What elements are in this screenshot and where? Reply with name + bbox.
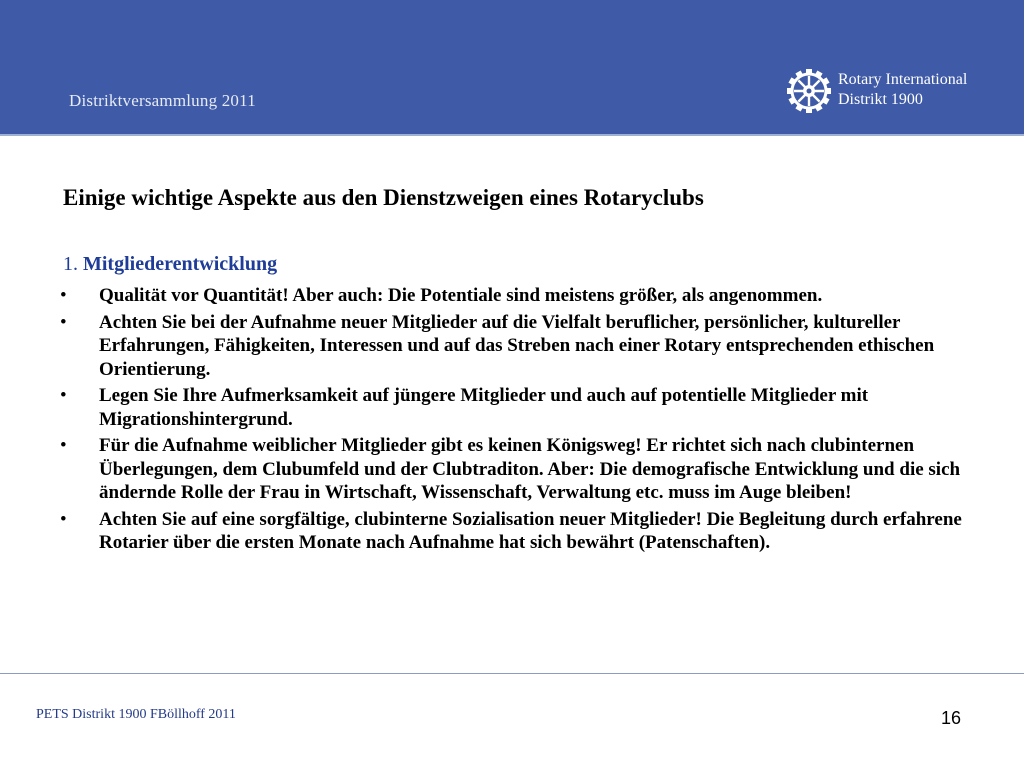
- bullet-marker: •: [60, 311, 67, 333]
- page-number: 16: [941, 708, 962, 728]
- bullet-item: [60, 508, 970, 555]
- bullet-marker: •: [60, 285, 67, 306]
- district-line: Distrikt 1900: [838, 91, 923, 108]
- bullet-marker: •: [60, 385, 67, 406]
- footer-divider: [0, 673, 1024, 674]
- bullet-item: [60, 434, 970, 505]
- bullet-text: Achten Sie auf eine sorgfältige, clubinterne Sozialisation neuer Mitglieder! Die Begleitung durch erfahrene Rotarier über die ersten Monate nach Aufnahme hat sich bewährt (Patenschaften).: [99, 508, 962, 553]
- bullet-item: [60, 284, 970, 308]
- bullet-marker: •: [60, 508, 67, 530]
- header-divider: [0, 134, 1024, 136]
- organization-name: [838, 70, 967, 110]
- bullet-list: [60, 284, 970, 558]
- bullet-text: Für die Aufnahme weiblicher Mitglieder gibt es keinen Königsweg! Er richtet sich nach clubinternen Überlegungen, dem Clubumfeld und der Clubtraditon. Aber: Die demografische Entwicklung und die sich ändernde Rolle der Frau in Wirtschaft, Wissenschaft, Verwaltung etc. muss im Auge bleiben!: [99, 435, 961, 503]
- section-title: Mitgliederentwicklung: [83, 253, 278, 275]
- bullet-item: [60, 311, 970, 382]
- header-band: [0, 0, 1024, 134]
- org-name-line: Rotary International: [838, 71, 968, 88]
- bullet-marker: •: [60, 435, 67, 456]
- slide-title: Einige wichtige Aspekte aus den Dienstzweigen eines Rotaryclubs: [63, 185, 704, 210]
- bullet-item: [60, 384, 970, 431]
- event-title: Distriktversammlung 2011: [69, 91, 256, 110]
- footer-text: PETS Distrikt 1900 FBöllhoff 2011: [36, 707, 236, 722]
- section-number: 1.: [63, 253, 78, 275]
- rotary-wheel-icon: [784, 66, 834, 116]
- bullet-text: Legen Sie Ihre Aufmerksamkeit auf jüngere Mitglieder und auch auf potentielle Mitglieder mit Migrationshintergrund.: [99, 385, 869, 430]
- section-heading: [63, 253, 277, 276]
- bullet-text: Qualität vor Quantität! Aber auch: Die Potentiale sind meistens größer, als angenommen.: [99, 285, 823, 306]
- bullet-text: Achten Sie bei der Aufnahme neuer Mitglieder auf die Vielfalt beruflicher, persönlicher, kultureller Erfahrungen, Fähigkeiten, Interessen und auf das Streben nach einer Rotary entsprechenden ethischen Orientierung.: [99, 311, 935, 380]
